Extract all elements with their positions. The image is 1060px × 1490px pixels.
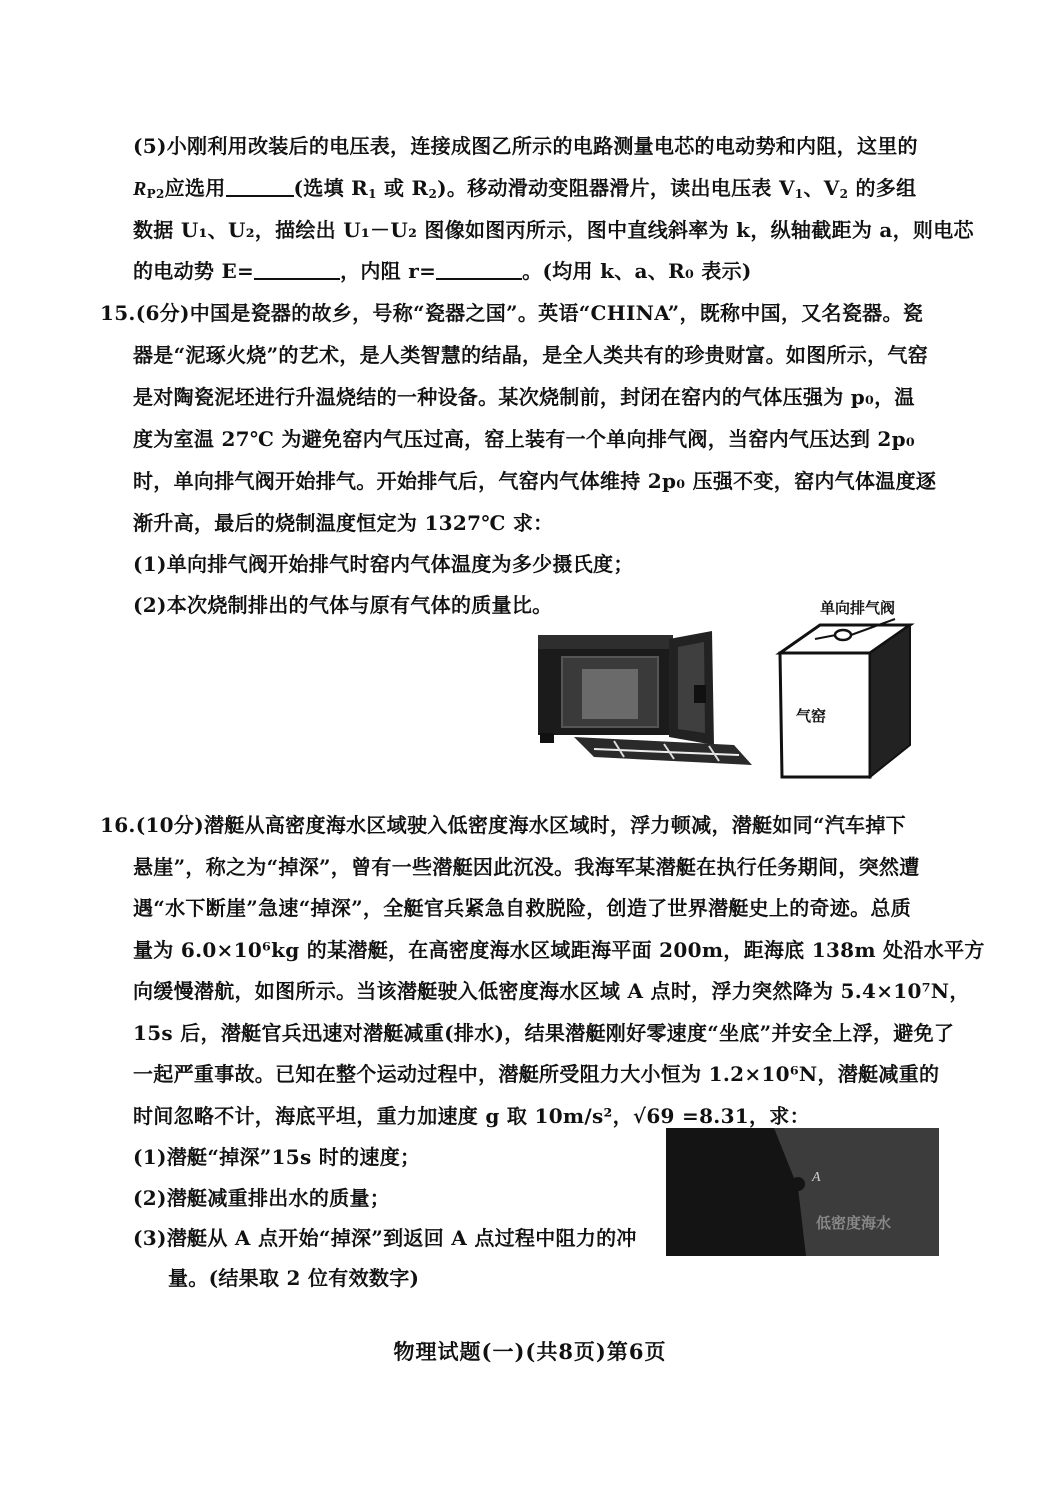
q14-part5-line3: 数据 U₁、U₂，描绘出 U₁－U₂ 图像如图丙所示，图中直线斜率为 k，纵轴截距为 a，则电芯 [133, 218, 974, 242]
q15-line5: 时，单向排气阀开始排气。开始排气后，气窑内气体维持 2p₀ 压强不变，窑内气体温度逐 [133, 469, 937, 493]
text: ，内阻 r= [340, 259, 437, 283]
subscript: 2 [839, 187, 849, 201]
valve-label: 单向排气阀 [820, 599, 896, 617]
subscript: 1 [368, 187, 377, 201]
q14-part5-line4 [133, 256, 943, 286]
q16-line4: 量为 6.0×10⁶kg 的某潜艇，在高密度海水区域距海平面 200m，距海底 138m 处沿水平方 [133, 938, 985, 962]
rp2-subscript: P2 [146, 187, 165, 201]
answer-blank-emf[interactable] [254, 258, 340, 280]
q16-line3: 遇“水下断崖”急速“掉深”，全艇官兵紧急自救脱险，创造了世界潜艇史上的奇迹。总质 [133, 896, 912, 920]
text: (选填 R [293, 176, 369, 200]
kiln-photo [534, 625, 756, 775]
q15-line6: 渐升高，最后的烧制温度恒定为 1327℃ 求： [133, 511, 554, 535]
text: 、V [803, 176, 840, 200]
text: 应选用 [164, 176, 226, 200]
q16-line1: 16.(10分)潜艇从高密度海水区域驶入低密度海水区域时，浮力顿减，潜艇如同“汽车掉下 [100, 813, 906, 837]
text: 的电动势 E= [133, 259, 255, 283]
q14-part5-line2 [133, 173, 943, 209]
q15-sub1: (1)单向排气阀开始排气时窑内气体温度为多少摄氏度； [133, 552, 634, 576]
q16-line2: 悬崖”，称之为“掉深”，曾有一些潜艇因此沉没。我海军某潜艇在执行任务期间，突然遭 [133, 855, 920, 879]
answer-blank-resistance[interactable] [436, 258, 522, 280]
q15-line3: 是对陶瓷泥坯进行升温烧结的一种设备。某次烧制前，封闭在窑内的气体压强为 p₀，温 [133, 385, 915, 409]
q16-line6: 15s 后，潜艇官兵迅速对潜艇减重(排水)，结果潜艇刚好零速度“坐底”并安全上浮，避免了 [133, 1021, 955, 1045]
q15-line1: 15.(6分)中国是瓷器的故乡，号称“瓷器之国”。英语“CHINA”，既称中国，又名瓷器。瓷 [100, 301, 924, 325]
q14-part5-line1: (5)小刚利用改装后的电压表，连接成图乙所示的电路测量电芯的电动势和内阻，这里的 [133, 134, 918, 158]
text: 。(均用 k、a、R₀ 表示) [522, 259, 752, 283]
q15-sub2: (2)本次烧制排出的气体与原有气体的质量比。 [133, 593, 553, 617]
q16-sub1: (1)潜艇“掉深”15s 时的速度； [133, 1145, 421, 1169]
q15-line2: 器是“泥琢火烧”的艺术，是人类智慧的结晶，是全人类共有的珍贵财富。如图所示，气窑 [133, 343, 929, 367]
answer-blank-rp2[interactable] [226, 175, 294, 197]
text: 的多组 [848, 176, 917, 200]
q16-line8: 时间忽略不计，海底平坦，重力加速度 g 取 10m/s²，√69 =8.31，求： [133, 1104, 810, 1128]
q16-line5: 向缓慢潜航，如图所示。当该潜艇驶入低密度海水区域 A 点时，浮力突然降为 5.4×10⁷N， [133, 979, 970, 1003]
subscript: 1 [794, 187, 804, 201]
kiln-diagram [770, 595, 920, 785]
seawater-figure [666, 1128, 939, 1256]
q16-line7: 一起严重事故。已知在整个运动过程中，潜艇所受阻力大小恒为 1.2×10⁶N，潜艇减重的 [133, 1062, 940, 1086]
page-footer: 物理试题(一)(共8页)第6页 [393, 1339, 667, 1364]
low-density-water-label: 低密度海水 [816, 1214, 892, 1232]
q16-sub3b: 量。(结果取 2 位有效数字) [168, 1266, 420, 1290]
subscript: 2 [428, 187, 438, 201]
point-a-label: A [812, 1170, 821, 1185]
text: 或 R [376, 176, 429, 200]
q15-line4: 度为室温 27℃ 为避免窑内气压过高，窑上装有一个单向排气阀，当窑内气压达到 2p₀ [133, 427, 915, 451]
q16-sub2: (2)潜艇减重排出水的质量； [133, 1186, 391, 1210]
r-symbol: R [133, 178, 147, 200]
text: )。移动滑动变阻器滑片，读出电压表 V [437, 176, 795, 200]
q16-sub3a: (3)潜艇从 A 点开始“掉深”到返回 A 点过程中阻力的冲 [133, 1226, 637, 1250]
kiln-label: 气窑 [796, 707, 827, 725]
